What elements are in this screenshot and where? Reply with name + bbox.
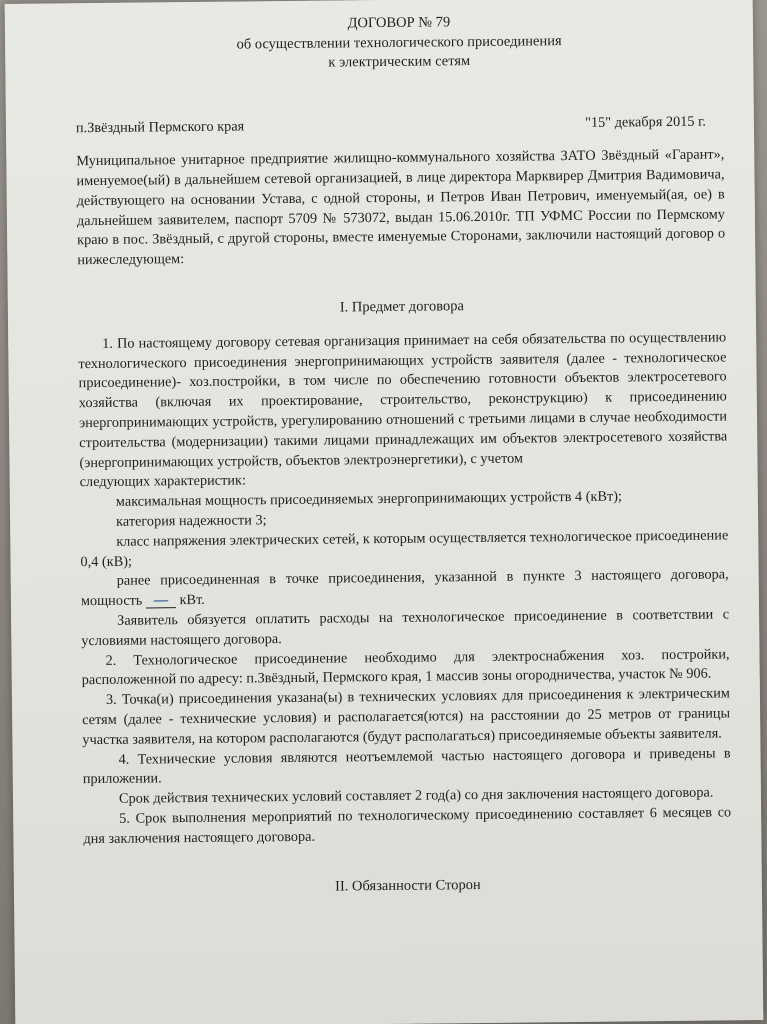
place-date-row [76,112,724,139]
contract-place: п.Звёздный Пермского края [75,117,245,136]
document-subtitle-line2: к электрическим сетям [328,53,471,71]
clause-5: 5. Срок выполнения мероприятий по технологическому присоединению составляет 6 месяцев со дня заключения настоящего договора. [83,804,732,847]
characteristic-reliability: категория надежности 3; [116,512,267,530]
document-content [75,10,732,913]
contract-date: "15" декабря 2015 г. [585,113,707,131]
clause-4: 4. Технические условия являются неотъемлемой частью настоящего договора и приведены в приложении. [82,744,731,788]
clause-1-payment: Заявитель обязуется оплатить расходы на технологическое присоединение в соответствии с условиями настоящего договора. [81,606,730,650]
clause-2: 2. Технологическое присоединение необходимо для электроснабжения хоз. постройки, расположенной по адресу: п.Звёздный, Пермского края, 1 массив зоны огородничества, участок № 906. [81,646,730,689]
previous-power-handwritten-value: — [146,593,176,608]
characteristic-voltage-class: класс напряжения электрических сетей, к которым осуществляется технологическое присоединение 0,4 (кВ); [80,527,729,570]
preamble-paragraph: Муниципальное унитарное предприятие жилищно-коммунального хозяйства ЗАТО Звёздный «Гарант», именуемое(ый) в дальнейшем сетевой организацией, в лице директора Марквирер Дмитрия Вадимовича, действующего на основании Устава, с одной стороны, и Петров Иван Петрович, именуемый(ая, ое) в дальнейшем заявителем, паспорт 5709 № 573072, выдан 15.06.2010г. ТП УФМС России по Пермскому краю в пос. Звёздный, с другой стороны, вместе именуемые Сторонами, заключили настоящий договор о нижеследующем: [76,146,726,269]
characteristic-previous-power [81,566,729,612]
clause-3: 3. Точка(и) присоединения указана(ы) в технических условиях для присоединения к электрическим сетям (далее - технические условия) и располагается(ются) на расстоянии до 25 метров от границы участка заявителя, на котором располагаются (будут располагаться) присоединяемые объекты заявителя. [82,685,731,748]
document-title: ДОГОВОР № 79 [347,14,451,32]
clause-1-tail: следующих характеристик: [79,472,247,491]
previous-power-unit: кВт. [179,592,205,609]
clause-4-term: Срок действия технических условий составляет 2 год(а) со дня заключения настоящего договора. [118,784,714,807]
document-subtitle-line1: об осуществлении технологического присоединения [236,32,562,53]
section-2-title: II. Обязанности Сторон [335,876,481,895]
document-page [5,0,764,1024]
clause-1-intro: 1. По настоящему договору сетевая организация принимает на себя обязательства по осуществлению технологического присоединения энергопринимающих устройств заявителя (далее - технологическое присоединение)- хоз.постройки, в том числе по обеспечению готовности объектов электросетевого хозяйства (включая их проектирование, строительство, реконструкцию) к присоединению энергопринимающих устройств, урегулированию отношений с третьими лицами в случае необходимости строительства (модернизации) такими лицами принадлежащих им объектов электросетевого хозяйства (энергопринимающих устройств, объектов электроэнергетики), с учетом [78,329,728,471]
section-1-title: I. Предмет договора [339,298,465,316]
previous-power-text: ранее присоединенная в точке присоединения, указанной в пункте 3 настоящего договора, мощность [80,566,729,610]
characteristic-max-power: максимальная мощность присоединяемых энергопринимающих устройств 4 (кВт); [115,488,623,511]
